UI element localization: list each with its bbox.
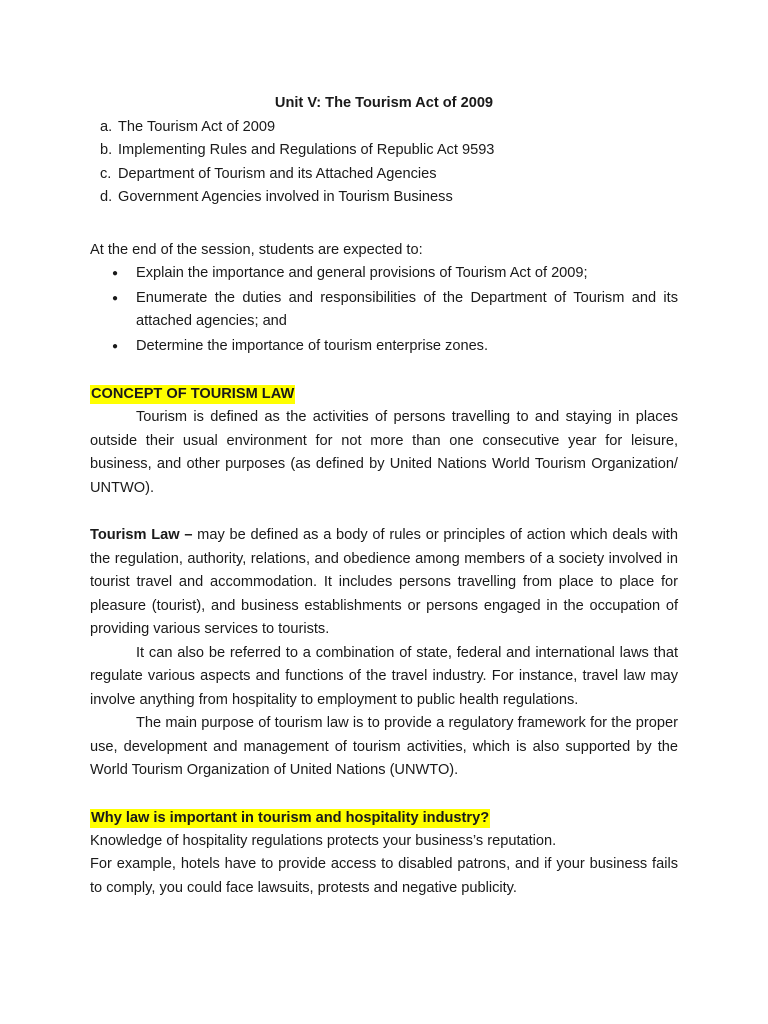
topic-item: [100, 186, 678, 210]
tourism-law-para2: It can also be referred to a combination of state, federal and international laws that regulate various aspects and functions of the travel industry. For instance, travel law may involve anything from hospitality to employment to public health regulations.: [90, 644, 678, 708]
topic-list: [90, 116, 678, 210]
tourism-law-term: Tourism Law –: [90, 527, 193, 543]
bullet-icon: ●: [112, 340, 119, 352]
topic-text: Department of Tourism and its Attached Agencies: [118, 165, 437, 182]
objective-item: [112, 262, 678, 286]
bullet-icon: ●: [112, 268, 119, 279]
topic-item: [100, 116, 678, 140]
objective-text: Explain the importance and general provisions of Tourism Act of 2009;: [136, 265, 588, 281]
spacer: [90, 210, 678, 239]
section-why-law: [90, 807, 678, 901]
spacer: [90, 783, 678, 807]
tourism-law-text: may be defined as a body of rules or principles of action which deals with the regulation, authority, relations, and obedience among members of a society involved in tourist travel and accommodation. It includes persons travelling from place to place for pleasure (tourist), and business establishments or persons engaged in the occupation of providing various services to tourists.: [90, 527, 678, 637]
topic-marker: d.: [100, 189, 113, 205]
topic-marker: c.: [100, 165, 112, 182]
topic-item: [100, 139, 678, 163]
objective-text: Determine the importance of tourism enterprise zones.: [136, 337, 489, 354]
objective-item: [112, 287, 678, 334]
tourism-definition: Tourism is defined as the activities of persons travelling to and staying in places outside their usual environment for not more than one consecutive year for leisure, business, and other purposes (as defined by United Nations World Tourism Organization/ UNTWO).: [90, 409, 678, 496]
spacer: [90, 500, 678, 524]
bullet-icon: ●: [112, 292, 119, 304]
why-law-line1: Knowledge of hospitality regulations protects your business’s reputation.: [90, 832, 557, 849]
tourism-law-definition: [90, 524, 678, 642]
section-heading: CONCEPT OF TOURISM LAW: [91, 386, 295, 402]
topic-marker: b.: [100, 142, 113, 158]
section-concept: [90, 383, 678, 783]
section-heading: Why law is important in tourism and hospitality industry?: [91, 809, 490, 826]
objectives-list: [90, 262, 678, 358]
tourism-law-para3: The main purpose of tourism law is to provide a regulatory framework for the proper use, development and management of tourism activities, which is also supported by the World Tourism Organization of United Nations (UNWTO).: [90, 715, 678, 778]
topic-item: [100, 163, 678, 187]
objective-item: [112, 335, 678, 359]
document-page: [90, 92, 678, 900]
topic-text: Government Agencies involved in Tourism Business: [118, 189, 453, 205]
objective-text: Enumerate the duties and responsibilities of the Department of Tourism and its attached agencies; and: [136, 289, 678, 329]
topic-marker: a.: [100, 118, 113, 135]
topic-text: Implementing Rules and Regulations of Republic Act 9593: [118, 142, 495, 158]
why-law-line2: For example, hotels have to provide access to disabled patrons, and if your business fails to comply, you could face lawsuits, protests and negative publicity.: [90, 856, 678, 896]
unit-title: Unit V: The Tourism Act of 2009: [274, 95, 494, 111]
topic-text: The Tourism Act of 2009: [118, 118, 276, 135]
objectives-intro: At the end of the session, students are expected to:: [90, 241, 423, 258]
spacer: [90, 359, 678, 383]
